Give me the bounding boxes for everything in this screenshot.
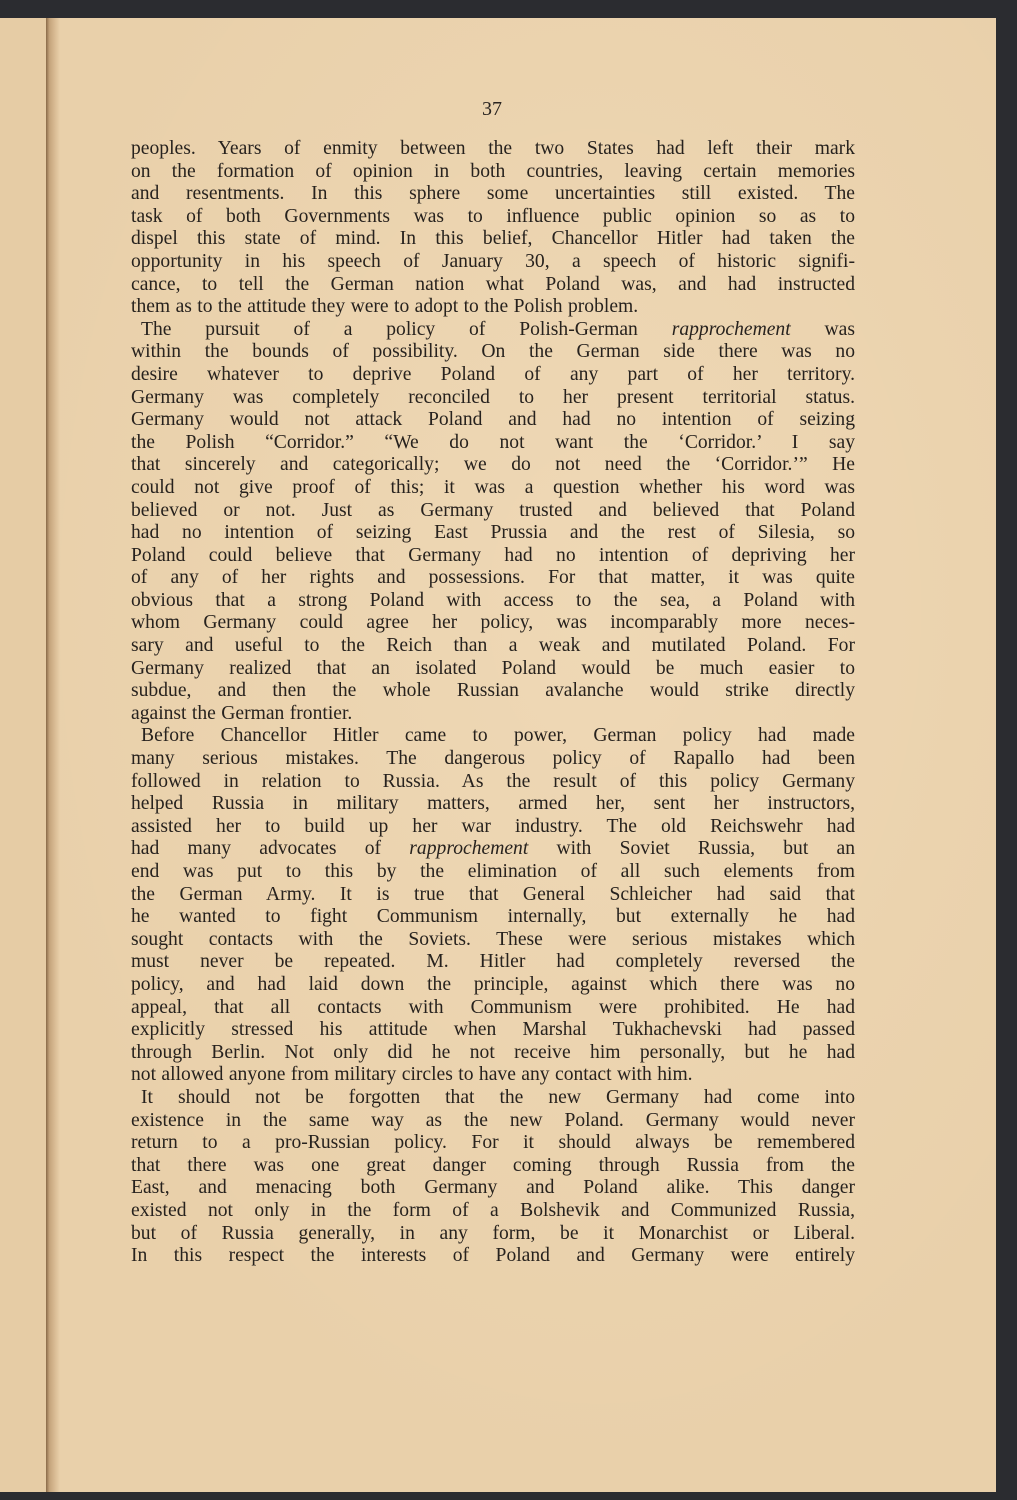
text-line <box>131 816 855 839</box>
text-line <box>131 1223 855 1246</box>
text-segment: peoples. Years of enmity between the two States had left their mark <box>131 138 855 159</box>
text-line <box>131 635 855 658</box>
text-segment: many serious mistakes. The dangerous policy of Rapallo had been <box>131 748 855 770</box>
text-segment: explicitly stressed his attitude when Marshal Tukhachevski had passed <box>131 1019 855 1041</box>
text-line <box>131 251 855 274</box>
text-segment: obvious that a strong Poland with access to the sea, a Poland with <box>131 589 855 611</box>
page-number <box>0 98 996 121</box>
text-segment: sary and useful to the Reich than a weak and mutilated Poland. For <box>131 635 855 657</box>
text-segment: In this respect the interests of Poland and Germany were entirely <box>131 1245 855 1267</box>
text-segment: the Polish “Corridor.” “We do not want the ‘Corridor.’ I say <box>131 431 855 453</box>
text-segment: It should not be forgotten that the new Germany had come into <box>141 1086 855 1108</box>
text-segment: policy, and had laid down the principle, against which there was no <box>131 973 855 995</box>
text-segment: could not give proof of this; it was a question whether his word was <box>131 476 855 498</box>
text-segment: Germany would not attack Poland and had no intention of seizing <box>131 409 855 431</box>
text-segment: and resentments. In this sphere some uncertainties still existed. The <box>131 183 855 205</box>
text-line <box>131 161 855 184</box>
text-segment: sought contacts with the Soviets. These were serious mistakes which <box>131 928 855 950</box>
text-line <box>131 906 855 929</box>
text-segment: dispel this state of mind. In this belief, Chancellor Hitler had taken the <box>131 228 855 250</box>
text-segment: that there was one great danger coming through Russia from the <box>131 1154 855 1176</box>
text-segment: desire whatever to deprive Poland of any part of her territory. <box>131 363 855 385</box>
text-line <box>131 522 855 545</box>
text-line <box>131 861 855 884</box>
text-line <box>131 183 855 206</box>
text-line <box>131 680 855 703</box>
text-line <box>131 1177 855 1200</box>
body-text <box>131 138 855 1268</box>
text-segment: The pursuit of a policy of Polish-German <box>141 318 672 340</box>
text-line <box>131 477 855 500</box>
text-line <box>131 1245 855 1268</box>
text-line <box>131 725 855 748</box>
italic-text: rapprochement <box>671 318 791 340</box>
text-segment: the German Army. It is true that General Schleicher had said that <box>131 883 855 905</box>
text-segment: followed in relation to Russia. As the result of this policy Germany <box>131 770 855 792</box>
text-segment: believed or not. Just as Germany trusted and believed that Poland <box>131 499 855 521</box>
text-line <box>131 432 855 455</box>
text-segment: but of Russia generally, in any form, be it Monarchist or Liberal. <box>131 1222 855 1244</box>
text-segment: must never be repeated. M. Hitler had completely reversed the <box>131 951 855 973</box>
text-line <box>131 1132 855 1155</box>
text-line <box>131 771 855 794</box>
text-segment: that sincerely and categorically; we do not need the ‘Corridor.’” He <box>131 454 855 476</box>
text-line <box>131 1042 855 1065</box>
text-segment: return to a pro-Russian policy. For it should always be remembered <box>131 1132 855 1154</box>
text-segment: on the formation of opinion in both countries, leaving certain memories <box>131 160 855 182</box>
text-segment: of any of her rights and possessions. For that matter, it was quite <box>131 567 855 589</box>
text-segment: helped Russia in military matters, armed her, sent her instructors, <box>131 793 855 815</box>
text-segment: appeal, that all contacts with Communism were prohibited. He had <box>131 996 855 1018</box>
text-segment: against the German frontier. <box>131 702 353 724</box>
text-segment: whom Germany could agree her policy, was incomparably more neces- <box>131 612 855 634</box>
text-segment: Germany was completely reconciled to her present territorial status. <box>131 386 855 408</box>
text-segment: East, and menacing both Germany and Poland alike. This danger <box>131 1177 855 1199</box>
text-line <box>131 567 855 590</box>
text-line <box>131 703 855 726</box>
text-line <box>131 274 855 297</box>
text-line <box>131 387 855 410</box>
text-segment: assisted her to build up her war industry. The old Reichswehr had <box>131 815 855 837</box>
text-line <box>131 748 855 771</box>
text-segment: was <box>790 318 855 340</box>
text-line <box>131 590 855 613</box>
text-segment: opportunity in his speech of January 30, a speech of historic signifi- <box>131 250 855 272</box>
text-segment: them as to the attitude they were to adopt to the Polish problem. <box>131 296 639 318</box>
page-number-text: 37 <box>482 98 502 120</box>
text-line <box>131 138 855 161</box>
book-gutter <box>46 18 60 1492</box>
text-line <box>131 974 855 997</box>
text-line <box>131 341 855 364</box>
text-line <box>131 1019 855 1042</box>
text-segment: not allowed anyone from military circles to have any contact with him. <box>131 1064 693 1086</box>
text-line <box>131 409 855 432</box>
text-line <box>131 658 855 681</box>
text-segment: existed not only in the form of a Bolshevik and Communized Russia, <box>131 1199 855 1221</box>
text-segment: cance, to tell the German nation what Poland was, and had instructed <box>131 273 855 295</box>
italic-text: rapprochement <box>409 838 529 860</box>
text-line <box>131 319 855 342</box>
previous-page-edge <box>0 18 46 1492</box>
text-segment: had no intention of seizing East Prussia and the rest of Silesia, so <box>131 522 855 544</box>
text-segment: within the bounds of possibility. On the German side there was no <box>131 341 855 363</box>
text-segment: Germany realized that an isolated Poland would be much easier to <box>131 657 855 679</box>
text-segment: subdue, and then the whole Russian avalanche would strike directly <box>131 680 855 702</box>
text-line <box>131 838 855 861</box>
text-line <box>131 228 855 251</box>
text-line <box>131 997 855 1020</box>
text-segment: had many advocates of <box>131 838 410 860</box>
text-segment: Before Chancellor Hitler came to power, German policy had made <box>141 725 855 747</box>
text-line <box>131 1110 855 1133</box>
text-line <box>131 364 855 387</box>
text-line <box>131 454 855 477</box>
text-line <box>131 1064 855 1087</box>
text-segment: end was put to this by the elimination of all such elements from <box>131 861 855 882</box>
text-line <box>131 1155 855 1178</box>
text-segment: task of both Governments was to influence public opinion so as to <box>131 205 855 227</box>
text-line <box>131 793 855 816</box>
text-line <box>131 1200 855 1223</box>
text-segment: through Berlin. Not only did he not receive him personally, but he had <box>131 1041 855 1063</box>
text-line <box>131 545 855 568</box>
text-line <box>131 612 855 635</box>
book-page <box>0 18 996 1492</box>
text-line <box>131 951 855 974</box>
text-line <box>131 500 855 523</box>
text-line <box>131 1087 855 1110</box>
text-line <box>131 884 855 907</box>
text-line <box>131 206 855 229</box>
text-line <box>131 929 855 952</box>
text-segment: existence in the same way as the new Poland. Germany would never <box>131 1109 855 1131</box>
text-line <box>131 296 855 319</box>
text-segment: with Soviet Russia, but an <box>528 838 856 860</box>
text-segment: Poland could believe that Germany had no intention of depriving her <box>131 544 855 566</box>
text-segment: he wanted to fight Communism internally, but externally he had <box>131 906 855 928</box>
